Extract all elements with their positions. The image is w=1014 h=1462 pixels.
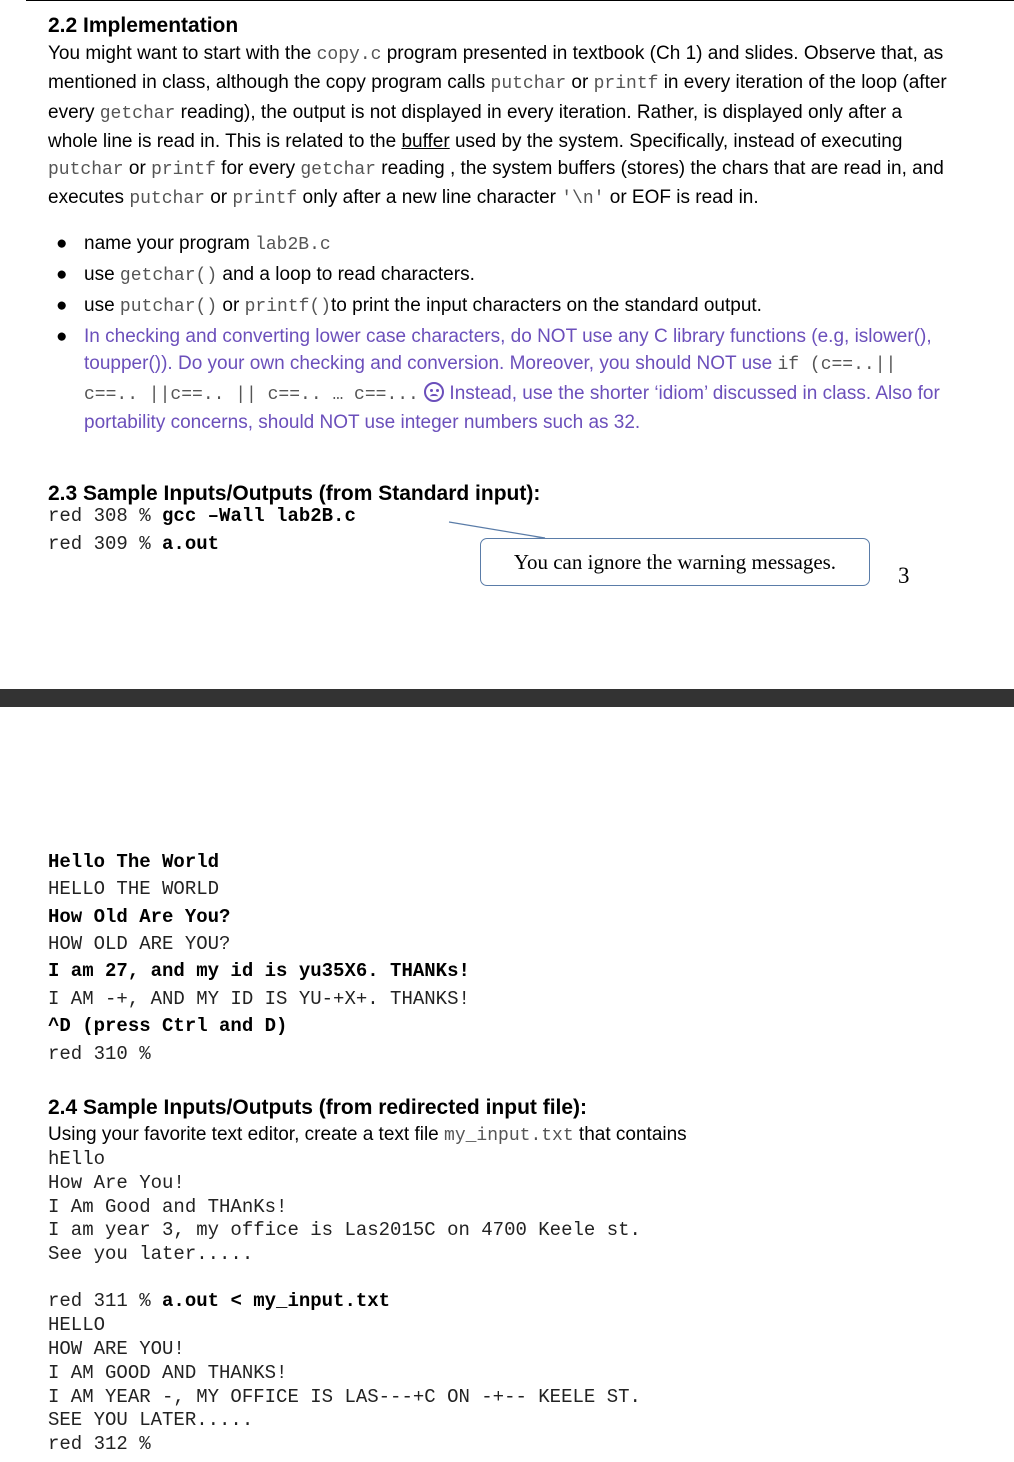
section-2-4-title: 2.4 Sample Inputs/Outputs (from redirected input file): [48,1096,588,1119]
terminal-output-line: HELLO [48,1314,106,1336]
run-command-line: red 309 % a.out [48,533,220,555]
file-content-line: hEllo [48,1148,106,1170]
list-item: ● In checking and converting lower case characters, do NOT use any C library functions (e.g, islower(), toupper()). Do your own checking and conversion. Moreover, you should NOT use if (c==..|| c==.. ||c==.. || c==.. … c==... Instead, use the shorter ‘idiom’ discussed in class. Also for portability concerns, should NOT use integer numbers such as 32. [56,325,940,434]
requirements-list [48,230,948,438]
compile-command-line: red 308 % gcc –Wall lab2B.c [48,505,356,527]
terminal-output-line: HOW ARE YOU! [48,1338,185,1360]
file-content-line: How Are You! [48,1172,185,1194]
terminal-output-line: I AM GOOD AND THANKS! [48,1362,288,1384]
list-item: ● use putchar() or printf()to print the input characters on the standard output. [56,294,762,317]
file-content-line: See you later..... [48,1243,254,1265]
terminal-input-line: Hello The World [48,851,220,873]
top-rule [26,0,1014,1]
file-content-line: I am year 3, my office is Las2015C on 4700 Keele st. [48,1219,641,1241]
terminal-input-line: How Old Are You? [48,906,231,928]
page-number: 3 [898,563,910,588]
list-item: ● use getchar() and a loop to read characters. [56,263,475,286]
terminal-input-line: ^D (press Ctrl and D) [48,1015,288,1037]
list-item: ● name your program lab2B.c [56,233,331,255]
page-separator [0,689,1014,707]
terminal-output-line: I AM -+, AND MY ID IS YU-+X+. THANKS! [48,988,470,1010]
section-2-2-title: 2.2 Implementation [48,14,239,37]
warning-callout: You can ignore the warning messages. [480,538,870,586]
redirect-command-line: red 311 % a.out < my_input.txt [48,1290,391,1312]
terminal-prompt-line: red 312 % [48,1433,151,1455]
sad-face-icon [424,382,444,402]
terminal-output-line: SEE YOU LATER..... [48,1409,254,1431]
terminal-output-line: HOW OLD ARE YOU? [48,933,231,955]
terminal-prompt-line: red 310 % [48,1043,151,1065]
section-2-3-title: 2.3 Sample Inputs/Outputs (from Standard input): [48,482,541,505]
implementation-paragraph: You might want to start with the copy.c program presented in textbook (Ch 1) and slides. Observe that, as mentioned in class, although the copy program calls putchar or printf in every iteration of the loop (after every getchar reading), the output is not displayed in every iteration. Rather, is displayed only after a whole line is read in. This is related to the buffer used by the system. Specifically, instead of executing putchar or printf for every getchar reading , the system buffers (stores) the chars that are read in, and executes putchar or printf only after a new line character '\n' or EOF is read in. [48,43,947,210]
terminal-output-line: I AM YEAR -, MY OFFICE IS LAS---+C ON -+-- KEELE ST. [48,1386,641,1408]
terminal-output-line: HELLO THE WORLD [48,878,220,900]
file-intro-paragraph: Using your favorite text editor, create a text file my_input.txt that contains [48,1124,687,1146]
file-content-line: I Am Good and THAnKs! [48,1196,288,1218]
terminal-input-line: I am 27, and my id is yu35X6. THANKs! [48,960,470,982]
